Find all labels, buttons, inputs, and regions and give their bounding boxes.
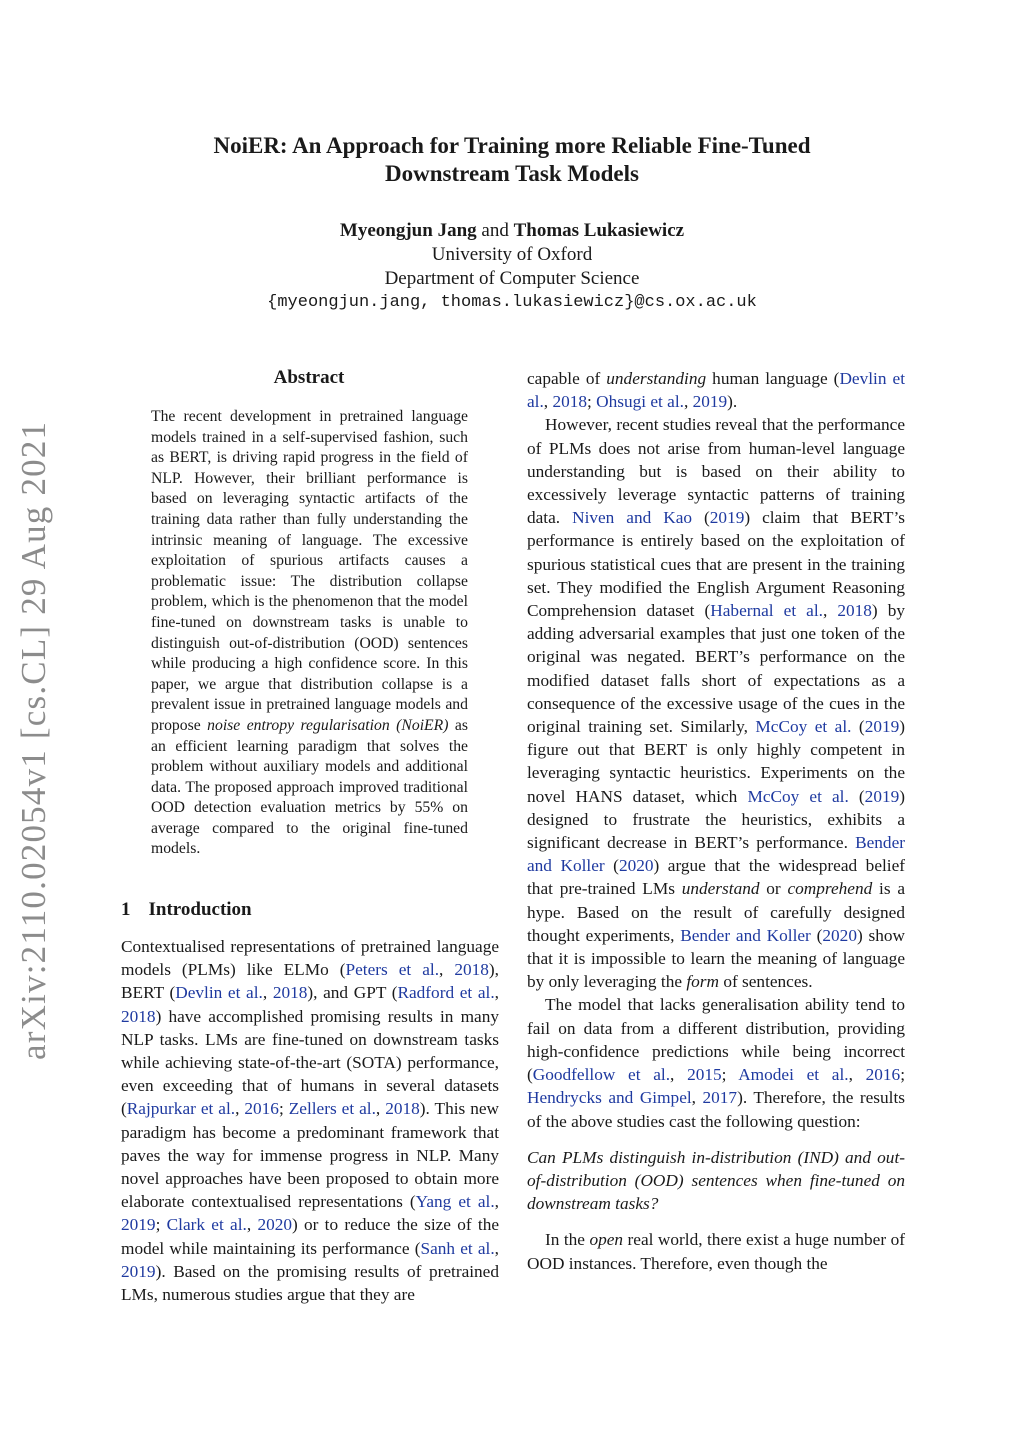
text: ;	[587, 392, 597, 412]
text: ,	[822, 601, 838, 621]
text: (	[810, 925, 823, 945]
text: ) designed to frustrate the heuristics, exhibits a significant decrease in BERT’s performance.	[527, 786, 905, 853]
paper-title	[120, 132, 904, 188]
author-emails: {myeongjun.jang, thomas.lukasiewicz}@cs.ox.ac.uk	[267, 293, 757, 312]
citation-link[interactable]: 2019	[864, 786, 900, 806]
citation-link[interactable]: 2019	[709, 508, 745, 528]
intro-paragraph-1	[121, 935, 499, 1306]
text: ,	[235, 1099, 245, 1119]
text: ;	[155, 1215, 167, 1235]
citation-link[interactable]: 2018	[121, 1006, 156, 1026]
text: ,	[494, 1238, 499, 1258]
text: (	[604, 856, 619, 876]
title-line-1: NoiER: An Approach for Training more Reliable Fine-Tuned	[213, 133, 811, 158]
citation-link[interactable]: 2019	[864, 717, 900, 737]
citation-link[interactable]: Habernal et al.	[710, 601, 823, 621]
citation-link[interactable]: McCoy et al.	[747, 786, 849, 806]
text: (	[851, 717, 865, 737]
citation-link[interactable]: Devlin et al.	[175, 983, 263, 1003]
text: is a hype. Based on the result of carefully designed thought experiments,	[527, 879, 905, 945]
emphasis: understand	[681, 879, 760, 899]
citation-link[interactable]: McCoy et al.	[755, 717, 852, 737]
citation-link[interactable]: Ohsugi et al.	[596, 392, 684, 412]
section-title: Introduction	[148, 899, 252, 920]
intro-right-column	[527, 367, 905, 1275]
citation-link[interactable]: 2018	[552, 392, 587, 412]
text: ,	[670, 1065, 688, 1085]
text: ;	[900, 1065, 905, 1085]
text: ,	[439, 960, 455, 980]
citation-link[interactable]: 2018	[272, 983, 308, 1003]
text: ). This new paradigm has become a predominant framework that paves the way for immense progress in NLP. Many novel approaches have been proposed to obtain more elaborate contextualised representations (	[121, 1099, 500, 1212]
author-and: and	[481, 220, 509, 241]
text: ,	[683, 392, 693, 412]
citation-link[interactable]: Peters et al.	[345, 960, 440, 980]
text: ). Therefore, the results of the above studies cast the following question:	[527, 1088, 906, 1131]
text: ;	[278, 1099, 289, 1119]
abstract-text	[151, 407, 468, 860]
citation-link[interactable]: 2018	[454, 960, 489, 980]
text: ) figure out that BERT is only highly competent in leveraging syntactic heuristics. Experiments on the novel HANS dataset, which	[527, 717, 906, 806]
affiliation-department: Department of Computer Science	[384, 268, 640, 289]
author-2: Thomas Lukasiewicz	[513, 220, 685, 241]
research-question-quote: Can PLMs distinguish in-distribution (IND) and out-of-distribution (OOD) sentences when fine-tuned on downstream tasks?	[527, 1147, 905, 1214]
citation-link[interactable]: Radford et al.	[397, 983, 495, 1003]
emphasis: open	[589, 1230, 624, 1250]
text: ,	[543, 392, 553, 412]
text: However, recent studies reveal that the performance of PLMs does not arise from human-level language understanding but is based on their ability to excessively leverage syntactic patterns of training data.	[527, 415, 905, 528]
text: ), and GPT (	[307, 983, 398, 1003]
emphasis: understanding	[606, 369, 707, 388]
citation-link[interactable]: Rajpurkar et al.	[126, 1099, 236, 1119]
citation-link[interactable]: Niven and Kao	[572, 508, 693, 528]
text: ) claim that BERT’s performance is entirely based on the exploitation of spurious statistical cues that are present in the training set. They modified the English Argument Reasoning Comprehension dataset (	[527, 508, 905, 621]
citation-link[interactable]: Bender and Koller	[680, 925, 811, 945]
intro-paragraph-2-cont	[527, 367, 905, 413]
citation-link[interactable]: 2016	[244, 1099, 279, 1119]
text: ) or to reduce the size of the model while maintaining its performance (	[121, 1215, 499, 1258]
text: ,	[262, 983, 273, 1003]
citation-link[interactable]: 2019	[121, 1261, 156, 1281]
abstract-text-part: as an efficient learning paradigm that solves the problem without auxiliary models and additional data. The proposed approach improved traditional OOD detection evaluation metrics by 55% on average compared to the original fine-tuned models.	[151, 716, 468, 858]
text: The model that lacks generalisation ability tend to fail on data from a different distribution, providing high-confidence predictions while being incorrect (	[527, 995, 905, 1085]
intro-paragraph-3	[527, 413, 905, 993]
text: (	[692, 508, 710, 528]
intro-paragraph-4	[527, 993, 905, 1132]
abstract-emphasis: noise entropy regularisation (NoiER)	[207, 716, 449, 734]
arxiv-identifier: arXiv:2110.02054v1 [cs.CL] 29 Aug 2021	[14, 420, 53, 1060]
citation-link[interactable]: 2018	[837, 601, 872, 621]
text: or	[759, 879, 788, 899]
citation-link[interactable]: 2016	[865, 1065, 901, 1085]
citation-link[interactable]: Hendrycks and Gimpel	[527, 1088, 692, 1108]
text: (	[848, 786, 865, 806]
citation-link[interactable]: Goodfellow et al.	[532, 1065, 671, 1085]
citation-link[interactable]: 2018	[385, 1099, 420, 1119]
section-number: 1	[121, 899, 131, 920]
text: ,	[246, 1215, 258, 1235]
text: ,	[375, 1099, 386, 1119]
citation-link[interactable]: Sanh et al.	[420, 1238, 495, 1258]
text: Contextualised representations of pretrained language models (PLMs) like ELMo (	[121, 937, 499, 980]
citation-link[interactable]: 2019	[692, 392, 728, 412]
citation-link[interactable]: 2019	[121, 1215, 156, 1235]
text: ).	[727, 392, 738, 412]
citation-link[interactable]: 2020	[257, 1215, 292, 1235]
text: ). Based on the promising results of pretrained LMs, numerous studies argue that they are	[121, 1261, 499, 1305]
text: In the	[545, 1230, 590, 1250]
text: ,	[691, 1088, 703, 1108]
abstract-heading: Abstract	[273, 367, 345, 388]
text: ,	[494, 983, 499, 1003]
citation-link[interactable]: Devlin et al.	[527, 369, 905, 412]
intro-paragraph-5	[527, 1228, 905, 1274]
citation-link[interactable]: Yang et al.	[415, 1192, 495, 1212]
text: of sentences.	[719, 972, 813, 992]
emphasis: form	[686, 972, 719, 992]
author-block	[120, 219, 904, 315]
affiliation-university: University of Oxford	[431, 244, 593, 265]
emphasis: comprehend	[787, 879, 873, 899]
text: real world, there exist a huge number of OOD instances. Therefore, even though the	[527, 1230, 905, 1273]
text: ) have accomplished promising results in many NLP tasks. LMs are fine-tuned on downstream tasks while achieving state-of-the-art (SOTA) performance, even exceeding that of humans in several datasets (	[121, 1006, 499, 1119]
citation-link[interactable]: Clark et al.	[166, 1215, 247, 1235]
abstract-text-part: The recent development in pretrained language models trained in a self-supervised fashion, such as BERT, is driving rapid progress in the field of NLP. However, their brilliant performance is based on leveraging syntactic artifacts of the training data rather than fully understanding the intrinsic meaning of language. The excessive exploitation of spurious artifacts causes a problematic issue: The distribution collapse problem, which is the phenomenon that the model fine-tuned on downstream tasks is unable to distinguish out-of-distribution (OOD) sentences while producing a high confidence score. In this paper, we argue that distribution collapse is a prevalent issue in pretrained language models and propose	[151, 408, 468, 734]
citation-link[interactable]: 2015	[687, 1065, 722, 1085]
text: ) argue that the widespread belief that pre-trained LMs	[527, 856, 906, 899]
text: ) show that it is impossible to learn the meaning of language by only leveraging the	[527, 925, 905, 992]
citation-link[interactable]: 2020	[822, 925, 857, 945]
text: ) by adding adversarial examples that just one token of the original was negated. BERT’s performance on the modified dataset falls short of expectations as a consequence of the excessive usage of the cues in the original training set. Similarly,	[527, 601, 906, 737]
intro-left-column	[121, 935, 499, 1306]
citation-link[interactable]: Bender and Koller	[527, 833, 905, 876]
citation-link[interactable]: Amodei et al.	[738, 1065, 849, 1085]
text: capable of	[527, 369, 607, 388]
citation-link[interactable]: 2017	[702, 1088, 738, 1108]
text: ), BERT (	[121, 960, 499, 1003]
text: human language (	[706, 369, 840, 388]
citation-link[interactable]: Zellers et al.	[288, 1099, 376, 1119]
text: ;	[721, 1065, 739, 1085]
text: ,	[848, 1065, 866, 1085]
author-1: Myeongjun Jang	[339, 220, 477, 241]
text: ,	[494, 1192, 499, 1212]
author-line	[120, 219, 904, 243]
citation-link[interactable]: 2020	[618, 856, 654, 876]
section-heading-introduction	[121, 899, 252, 921]
title-line-2: Downstream Task Models	[385, 161, 639, 186]
